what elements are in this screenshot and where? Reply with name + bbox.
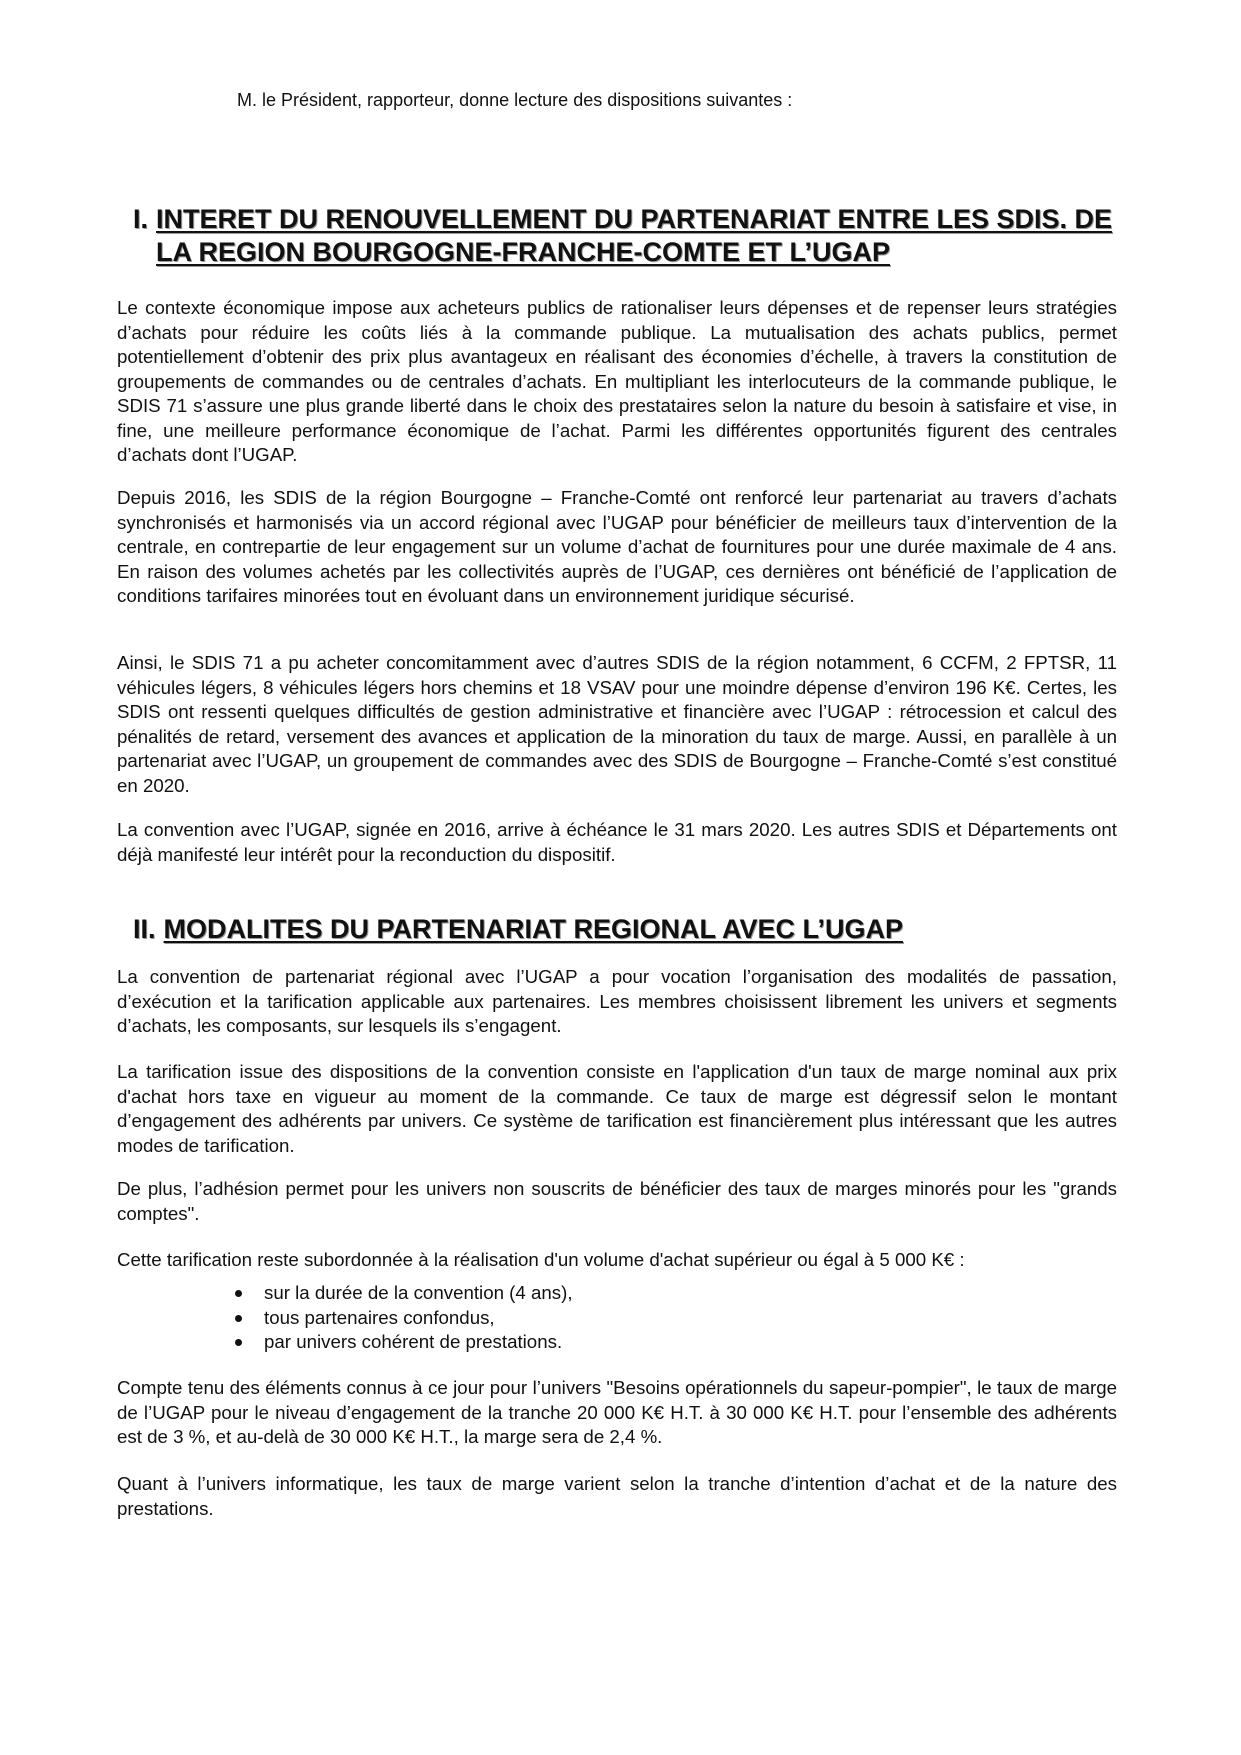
section-1-paragraph: Ainsi, le SDIS 71 a pu acheter concomitamment avec d’autres SDIS de la région notamment, 6 CCFM, 2 FPTSR, 11 véhicules légers, 8 véhicules légers hors chemins et 18 VSAV pour une moindre dépense d’environ 196 K€. Certes, les SDIS ont ressenti quelques difficultés de gestion administrative et financière avec l’UGAP : rétrocession et calcul des pénalités de retard, versement des avances et application de la minoration du taux de marge. Aussi, en parallèle à un partenariat avec l’UGAP, un groupement de commandes avec des SDIS de Bourgogne – Franche-Comté s’est constitué en 2020. (117, 652, 1117, 796)
section-2-paragraph: Quant à l’univers informatique, les taux de marge varient selon la tranche d’intention d’achat et de la nature des prestations. (117, 1473, 1117, 1519)
section-2-paragraph: Cette tarification reste subordonnée à la réalisation d'un volume d'achat supérieur ou égal à 5 000 K€ : (117, 1249, 965, 1270)
list-item: sur la durée de la convention (4 ans), (228, 1281, 573, 1306)
section-1-heading (133, 203, 1112, 269)
section-2-paragraph: La tarification issue des dispositions de la convention consiste en l'application d'un taux de marge nominal aux prix d'achat hors taxe en vigueur au moment de la commande. Ce taux de marge est dégressif selon le montant d’engagement des adhérents par univers. Ce système de tarification est financièrement plus intéressant que les autres modes de tarification. (117, 1061, 1117, 1156)
section-1-paragraph: La convention avec l’UGAP, signée en 2016, arrive à échéance le 31 mars 2020. Les autres SDIS et Départements ont déjà manifesté leur intérêt pour la reconduction du dispositif. (117, 819, 1117, 865)
conditions-list (228, 1281, 573, 1355)
section-1-title-line-2: LA REGION BOURGOGNE-FRANCHE-COMTE ET L’UGAP (156, 237, 890, 267)
section-1-paragraph: Depuis 2016, les SDIS de la région Bourgogne – Franche-Comté ont renforcé leur partenariat au travers d’achats synchronisés et harmonisés via un accord régional avec l’UGAP pour bénéficier de meilleurs taux d’intervention de la centrale, en contrepartie de leur engagement sur un volume d’achat de fournitures pour une durée maximale de 4 ans. En raison des volumes achetés par les collectivités auprès de l’UGAP, ces dernières ont bénéficié de l’application de conditions tarifaires minorées tout en évoluant dans un environnement juridique sécurisé. (117, 487, 1117, 606)
section-2-title: MODALITES DU PARTENARIAT REGIONAL AVEC L’UGAP (163, 914, 904, 944)
section-2-paragraph: Compte tenu des éléments connus à ce jour pour l’univers "Besoins opérationnels du sapeur-pompier", le taux de marge de l’UGAP pour le niveau d’engagement de la tranche 20 000 K€ H.T. à 30 000 K€ H.T. pour l’ensemble des adhérents est de 3 %, et au-delà de 30 000 K€ H.T., la marge sera de 2,4 %. (117, 1377, 1117, 1447)
intro-line: M. le Président, rapporteur, donne lecture des dispositions suivantes : (237, 90, 793, 110)
section-2-number: II. (133, 914, 156, 944)
section-2-heading (133, 913, 903, 946)
section-2-paragraph: La convention de partenariat régional avec l’UGAP a pour vocation l’organisation des modalités de passation, d’exécution et la tarification applicable aux partenaires. Les membres choisissent librement les univers et segments d’achats, les composants, sur lesquels ils s’engagent. (117, 966, 1117, 1036)
section-1-number: I. (133, 204, 149, 234)
section-1-title-line-1: INTERET DU RENOUVELLEMENT DU PARTENARIAT ENTRE LES SDIS. DE (156, 204, 1113, 234)
list-item: par univers cohérent de prestations. (228, 1330, 573, 1355)
list-item: tous partenaires confondus, (228, 1306, 573, 1331)
section-1-paragraph: Le contexte économique impose aux acheteurs publics de rationaliser leurs dépenses et de repenser leurs stratégies d’achats pour réduire les coûts liés à la commande publique. La mutualisation des achats publics, permet potentiellement d’obtenir des prix plus avantageux en réalisant des économies d’échelle, à travers la constitution de groupements de commandes ou de centrales d’achats. En multipliant les interlocuteurs de la commande publique, le SDIS 71 s’assure une plus grande liberté dans le choix des prestataires selon la nature du besoin à satisfaire et vise, in fine, une meilleure performance économique de l’achat. Parmi les différentes opportunités figurent des centrales d’achats dont l’UGAP. (117, 297, 1117, 465)
section-2-paragraph: De plus, l’adhésion permet pour les univers non souscrits de bénéficier des taux de marges minorés pour les "grands comptes". (117, 1178, 1117, 1224)
